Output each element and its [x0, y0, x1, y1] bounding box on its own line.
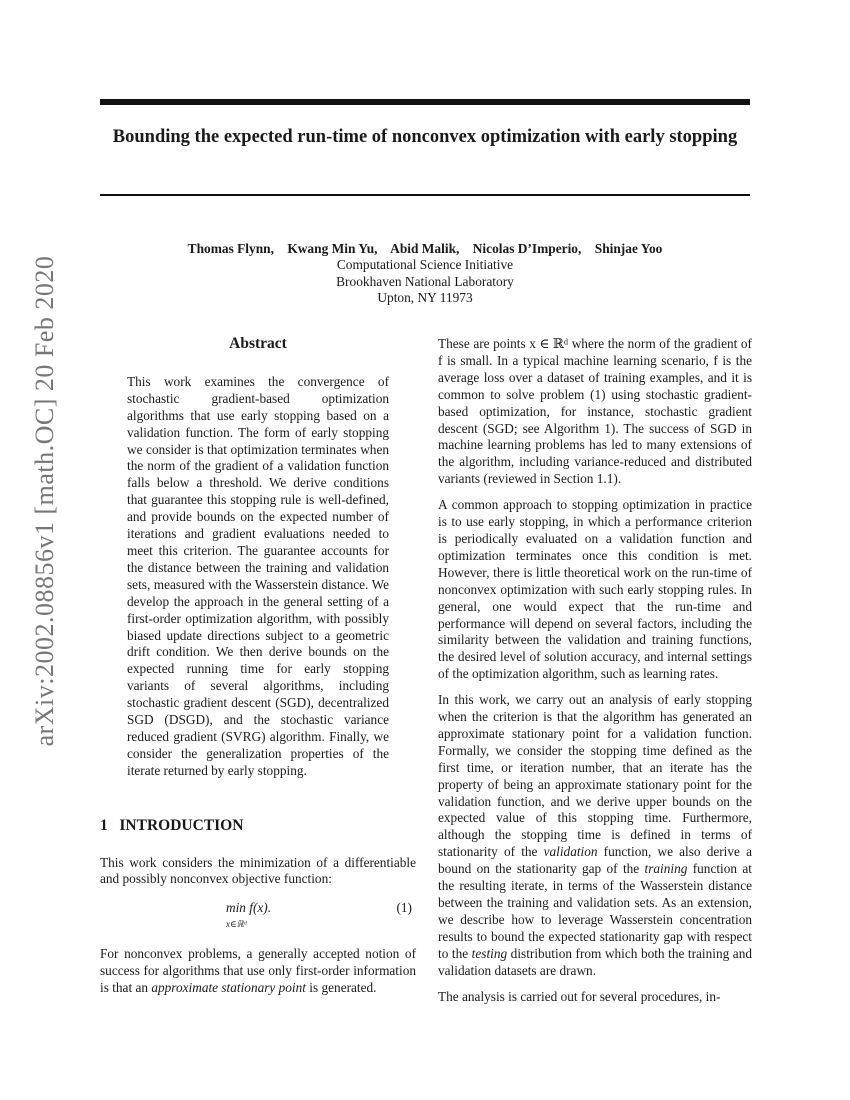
body-paragraph: The analysis is carried out for several procedures, in-	[438, 988, 721, 1004]
text-run: is generated.	[305, 980, 377, 996]
affiliation-block	[100, 257, 750, 307]
text-run: function, we also derive a bound on the stationarity gap of the	[438, 844, 752, 877]
left-column	[100, 336, 416, 1006]
intro-paragraph: This work considers the minimization of a differentiable and possibly nonconvex objective function:	[100, 854, 416, 887]
section-heading-introduction: 1 INTRODUCTION	[100, 816, 244, 834]
text-run: function at the resulting iterate, in terms of the Wasserstein distance between the training and validation sets. As an extension, we describe how to leverage Wasserstein concentration results to bound the expected stationarity gap with respect to the	[438, 861, 752, 961]
equation-expression: min f(x).	[226, 900, 272, 916]
emphasis: validation	[543, 844, 598, 860]
equation-1	[100, 898, 416, 934]
emphasis: training	[644, 861, 688, 877]
text-run: distribution from which both the training and validation datasets are drawn.	[438, 945, 752, 978]
title-rule	[100, 194, 750, 196]
right-column	[438, 336, 752, 1014]
intro-paragraph	[100, 946, 416, 997]
author-list: Thomas Flynn, Kwang Min Yu, Abid Malik, Nicolas D’Imperio, Shinjae Yoo	[187, 241, 663, 256]
paper-title: Bounding the expected run-time of nonconvex optimization with early stopping	[112, 127, 738, 147]
text-run: In this work, we carry out an analysis of early stopping when the criterion is that the algorithm has generated an approximate stationary point for a validation function. Formally, we consider the stopping time defined as the first time, or iteration number, that an iterate has the property of being an approximate stationary point for the validation function, and we derive upper bounds on the expected value of this stopping time. Furthermore, although the stopping time is defined in terms of stationarity of the	[438, 692, 752, 860]
affiliation-line: Brookhaven National Laboratory	[336, 273, 514, 289]
affiliation-line: Computational Science Initiative	[336, 257, 514, 272]
equation-subscript: x∈ℝᵈ	[226, 919, 247, 930]
affiliation-line: Upton, NY 11973	[377, 290, 473, 305]
arxiv-identifier: arXiv:2002.08856v1 [math.OC] 20 Feb 2020	[30, 255, 59, 747]
equation-number: (1)	[396, 900, 412, 916]
emphasis: testing	[471, 945, 508, 961]
abstract-text: This work examines the convergence of stochastic gradient-based optimization algorithms that use early stopping based on a validation function. The form of early stopping we consider is that optimization terminates when the norm of the gradient of a validation function falls below a threshold. We derive conditions that guarantee this stopping rule is well-defined, and provide bounds on the expected number of iterations and gradient evaluations needed to meet this criterion. The guarantee accounts for the distance between the training and validation sets, measured with the Wasserstein distance. We develop the approach in the general setting of a first-order optimization algorithm, with possibly biased update directions subject to a geometric drift condition. We then derive bounds on the expected running time for early stopping variants of several algorithms, including stochastic gradient descent (SGD), decentralized SGD (DSGD), and the stochastic variance reduced gradient (SVRG) algorithm. Finally, we consider the generalization properties of the iterate returned by early stopping.	[127, 373, 389, 778]
arxiv-sidebar	[30, 236, 60, 766]
top-rule	[100, 99, 750, 105]
abstract-heading: Abstract	[229, 335, 287, 352]
body-paragraph: These are points x ∈ ℝᵈ where the norm of the gradient of f is small. In a typical machine learning scenario, f is the average loss over a dataset of training examples, and it is common to solve problem (1) using stochastic gradient-based optimization, for instance, stochastic gradient descent (SGD; see Algorithm 1). The success of SGD in machine learning problems has led to many extensions of the algorithm, including variance-reduced and distributed variants (reviewed in Section 1.1).	[438, 336, 752, 487]
emphasis: approximate stationary point	[151, 980, 306, 996]
body-paragraph	[438, 692, 752, 979]
body-paragraph: A common approach to stopping optimization in practice is to use early stopping, in which a performance criterion is periodically evaluated on a validation function and optimization terminates once this condition is met. However, there is little theoretical work on the run-time of nonconvex optimization with such early stopping rules. In general, one would expect that the run-time and performance will depend on several factors, including the similarity between the validation and training functions, the desired level of solution accuracy, and internal settings of the optimization algorithm, such as learning rates.	[438, 497, 752, 682]
text-run: For nonconvex problems, a generally accepted notion of success for algorithms that use only first-order information is that an	[100, 946, 416, 996]
